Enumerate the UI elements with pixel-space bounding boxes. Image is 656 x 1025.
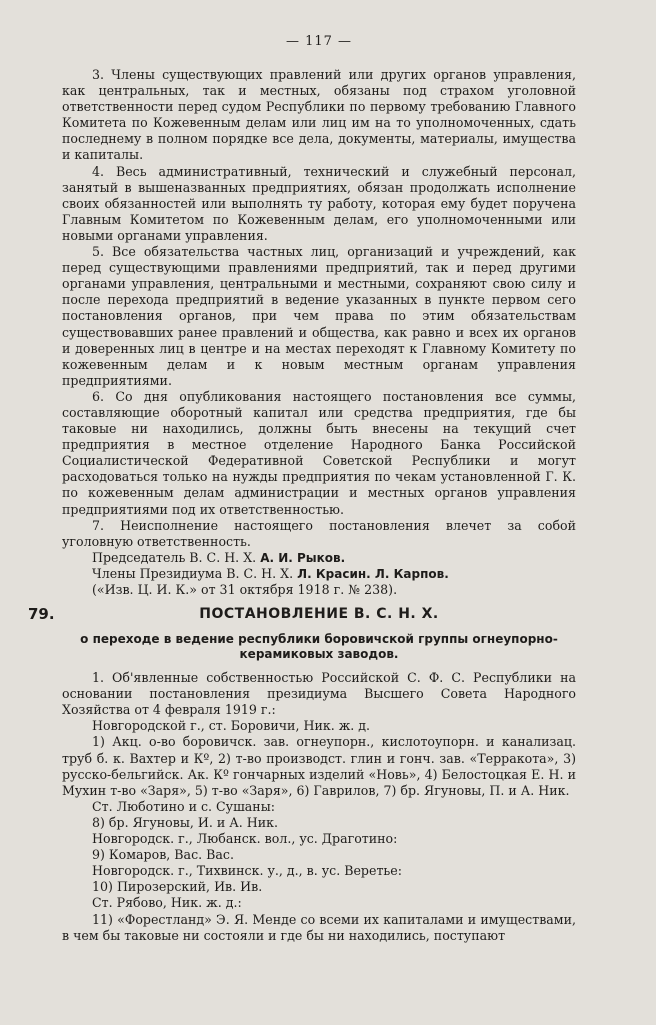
list-line: 1) Акц. о-во боровичск. зав. огнеупорн., кислотоупорн. и канализац. труб б. к. Вахтер и Кº, 2) т-во производст. глин и гонч. зав. «Терракота», 3) русско-бельгийск. Ак. Кº гончарных изделий «Новь», 4) Белостоцкая Е. Н. и Мухин т-во «Заря», 5) т-во «Заря», 6) Гаврилов, 7) бр. Ягуновы, П. и А. Ник. [62,734,576,798]
signature-chairman [62,550,576,566]
decree-intro: 1. Об'явленные собственностью Российской С. Ф. С. Республики на основании постановления президиума Высшего Совета Народного Хозяйства от 4 февраля 1919 г.: [62,670,576,718]
body-text [28,67,576,944]
decree-subtitle: о переходе в ведение республики боровичской группы огнеупорно-керамиковых заводов. [80,632,558,662]
decree-title: ПОСТАНОВЛЕНИЕ В. С. Н. Х. [199,606,439,623]
signature-members-prefix: Члены Президиума В. С. Н. Х. [92,565,294,581]
list-line: Новгородск. г., Любанск. вол., ус. Драготино: [92,831,398,847]
page-number: — 117 — [285,34,353,49]
signature-chairman-name: А. И. Рыков. [260,550,346,565]
paragraph-3: 3. Члены существующих правлений или других органов управления, как центральных, так и местных, обязаны под страхом уголовной ответственности перед судом Республики по первому требованию Главного Комитета по Кожевенным делам или лиц им на то уполномоченных, сдать последнему в полном порядке все дела, документы, материалы, имущества и капиталы. [62,67,576,163]
paragraph-7: 7. Неисполнение настоящего постановления влечет за собой уголовную ответственность. [62,517,576,549]
decree-number: 79. [28,605,55,624]
list-line: 8) бр. Ягуновы, И. и А. Ник. [92,814,279,830]
paragraph-4: 4. Весь административный, технический и служебный персонал, занятый в вышеназванных предприятиях, обязан продолжать исполнение своих обязанностей или выполнять ту работу, которая ему будет поручена Главным Комитетом по Кожевенным делам, его уполномоченными или новыми органами управления. [62,163,576,243]
paragraph-6: 6. Со дня опубликования настоящего постановления все суммы, составляющие оборотный капитал или средства предприятия, где бы таковые ни находились, должны быть внесены на текущий счет предприятия в местное отделение Народного Банка Российской Социалистической Федеративной Советской Республики и могут расходоваться только на нужды предприятия по чекам установленной Г. К. по кожевенным делам администрации и местных органов управления предприятиями под их ответственностью. [62,388,576,517]
list-line: Новгородск. г., Тихвинск. у., д., в. ус. Веретье: [92,863,402,879]
paragraph-5: 5. Все обязательства частных лиц, организаций и учреждений, как перед существующими правлениями предприятий, так и перед другими органами управления, центральными и местными, сохраняют свою силу и после перехода предприятий в ведение указанных в пункте первом сего постановления органов, при чем права по этим обязательствам существовавших ранее правлений и общества, как равно и всех их органов и доверенных лиц в центре и на местах переходят к Главному Комитету по кожевенным делам и к новым местным органам управления предприятиями. [62,244,576,388]
list-line: Ст. Рябово, Ник. ж. д.: [92,895,242,911]
signature-chairman-prefix: Председатель В. С. Н. Х. [92,549,257,565]
list-line: 9) Комаров, Вас. Вас. [92,847,234,863]
list-line: Ст. Люботино и с. Сушаны: [92,798,275,814]
list-line: Новгородской г., ст. Боровичи, Ник. ж. д. [92,718,371,734]
signature-members-name: Л. Красин. Л. Карпов. [297,566,449,581]
decree-heading [28,605,576,626]
signature-members [62,566,576,582]
list-line: 11) «Форестланд» Э. Я. Менде со всеми их капиталами и имуществами, в чем бы таковые ни состояли и где бы ни находились, поступают [62,911,576,943]
source-citation: («Изв. Ц. И. К.» от 31 октября 1918 г. № 238). [92,582,398,597]
list-line: 10) Пирозерский, Ив. Ив. [92,879,263,895]
